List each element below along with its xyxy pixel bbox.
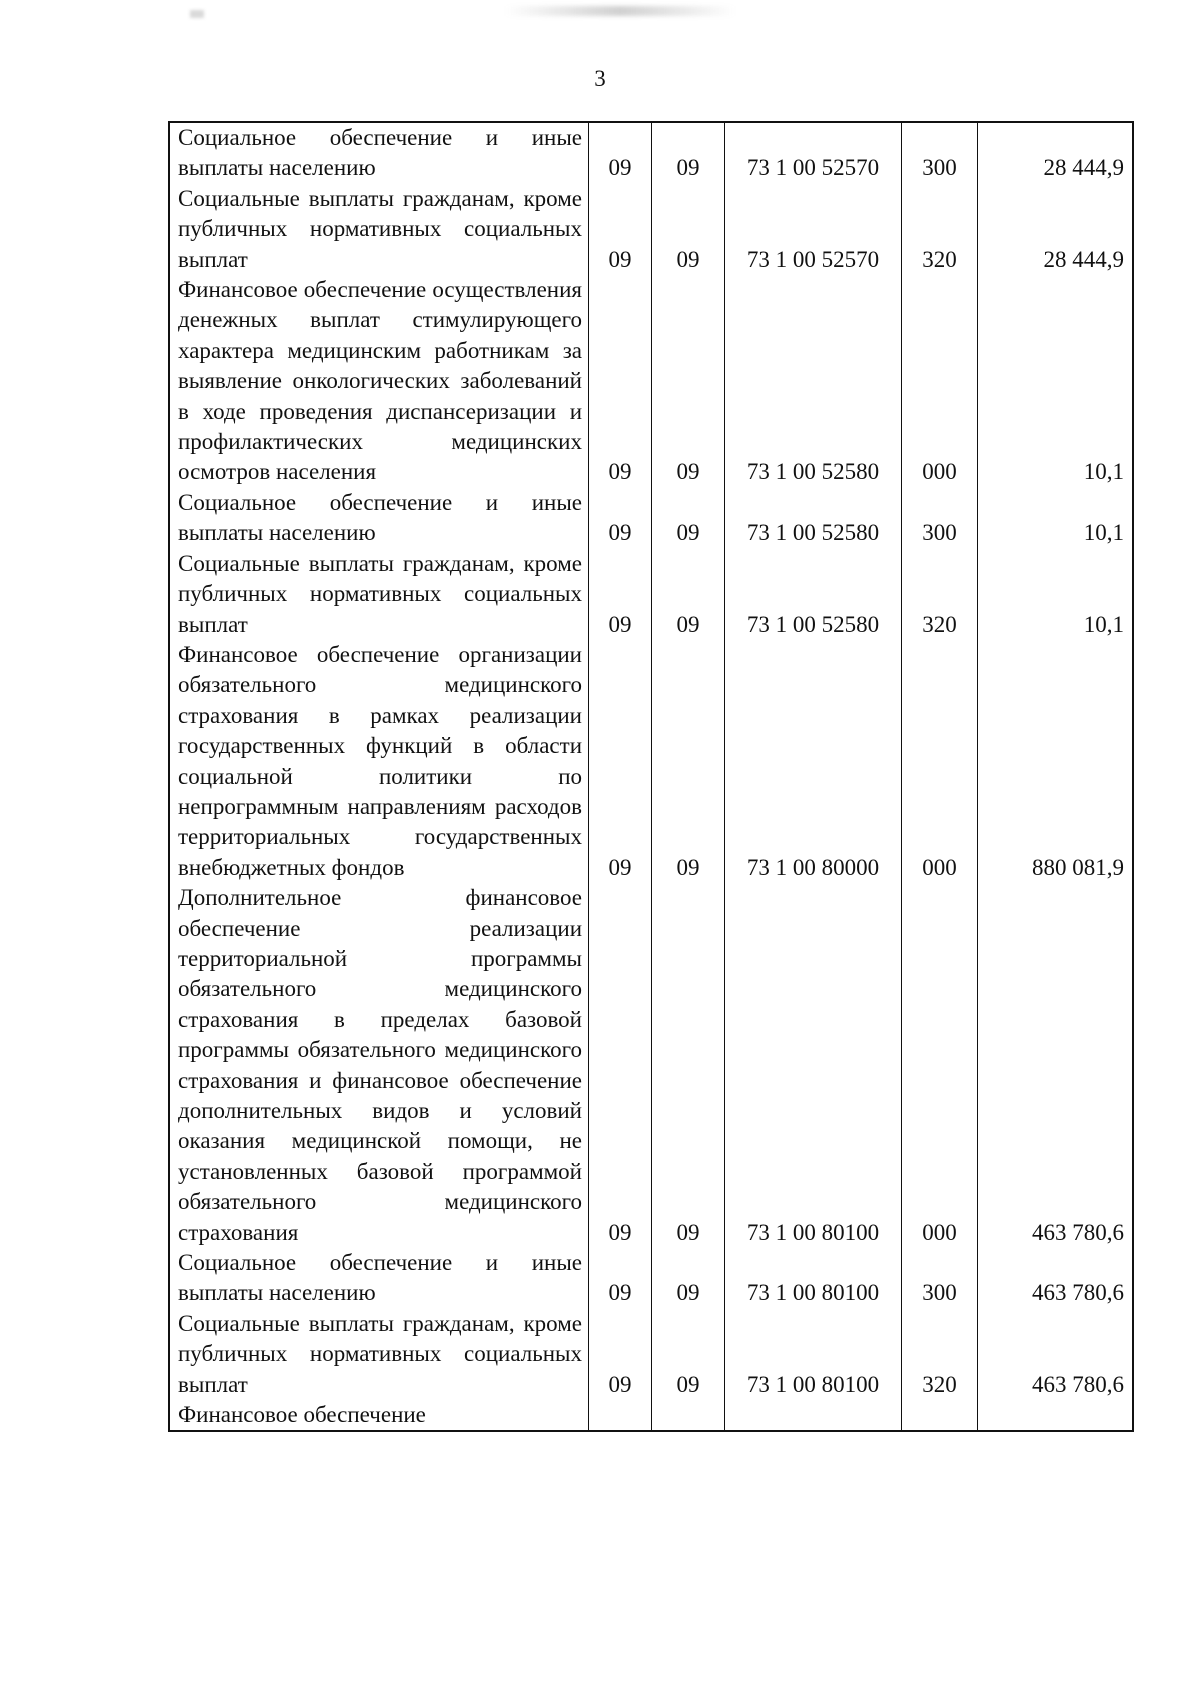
- row-section: 09: [589, 1248, 652, 1309]
- row-subsection: 09: [652, 883, 725, 1248]
- row-target-article: 73 1 00 80100: [725, 883, 902, 1248]
- row-expense-type: 320: [902, 184, 978, 275]
- row-subsection: 09: [652, 1248, 725, 1309]
- row-subsection: 09: [652, 640, 725, 883]
- row-target-article: 73 1 00 52570: [725, 184, 902, 275]
- row-expense-type: 300: [902, 1248, 978, 1309]
- row-amount: 463 780,6: [978, 883, 1134, 1248]
- row-name: Финансовое обеспечение: [169, 1400, 589, 1431]
- row-target-article: 73 1 00 52580: [725, 549, 902, 640]
- table-row: [169, 549, 1133, 640]
- row-name: Социальное обеспечение и иные выплаты населению: [169, 122, 589, 184]
- row-target-article: [725, 1400, 902, 1431]
- row-amount: [978, 1400, 1134, 1431]
- page-number: 3: [594, 66, 606, 91]
- table-row: [169, 1309, 1133, 1400]
- row-name: Социальные выплаты гражданам, кроме публичных нормативных социальных выплат: [169, 549, 589, 640]
- table-row: [169, 640, 1133, 883]
- row-section: 09: [589, 549, 652, 640]
- row-name: Дополнительное финансовое обеспечение реализации территориальной программы обязательного медицинского страхования в пределах базовой программы обязательного медицинского страхования и финансовое обеспечение дополнительных видов и условий оказания медицинской помощи, не установленных базовой программой обязательного медицинского страхования: [169, 883, 589, 1248]
- row-expense-type: 320: [902, 549, 978, 640]
- row-target-article: 73 1 00 80100: [725, 1248, 902, 1309]
- row-target-article: 73 1 00 80000: [725, 640, 902, 883]
- row-amount: 28 444,9: [978, 122, 1134, 184]
- row-section: 09: [589, 275, 652, 488]
- row-section: 09: [589, 488, 652, 549]
- row-target-article: 73 1 00 52580: [725, 275, 902, 488]
- budget-table: [168, 121, 1134, 1432]
- row-amount: 28 444,9: [978, 184, 1134, 275]
- row-expense-type: 300: [902, 488, 978, 549]
- row-expense-type: [902, 1400, 978, 1431]
- row-expense-type: 320: [902, 1309, 978, 1400]
- table-row: [169, 275, 1133, 488]
- row-expense-type: 000: [902, 275, 978, 488]
- table-row: [169, 1248, 1133, 1309]
- row-amount: 463 780,6: [978, 1309, 1134, 1400]
- table-row: [169, 122, 1133, 184]
- row-target-article: 73 1 00 52580: [725, 488, 902, 549]
- table-row: [169, 883, 1133, 1248]
- scan-artifact: [190, 10, 204, 18]
- row-amount: 463 780,6: [978, 1248, 1134, 1309]
- row-name: Финансовое обеспечение организации обязательного медицинского страхования в рамках реализации государственных функций в области социальной политики по непрограммным направлениям расходов территориальных государственных внебюджетных фондов: [169, 640, 589, 883]
- row-name: Социальное обеспечение и иные выплаты населению: [169, 1248, 589, 1309]
- row-name: Социальное обеспечение и иные выплаты населению: [169, 488, 589, 549]
- row-subsection: 09: [652, 549, 725, 640]
- row-section: 09: [589, 883, 652, 1248]
- row-section: [589, 1400, 652, 1431]
- row-target-article: 73 1 00 80100: [725, 1309, 902, 1400]
- scan-artifact: [505, 6, 735, 16]
- row-expense-type: 000: [902, 640, 978, 883]
- row-section: 09: [589, 122, 652, 184]
- row-section: 09: [589, 640, 652, 883]
- row-subsection: 09: [652, 488, 725, 549]
- row-amount: 10,1: [978, 488, 1134, 549]
- row-target-article: 73 1 00 52570: [725, 122, 902, 184]
- row-subsection: 09: [652, 275, 725, 488]
- row-section: 09: [589, 184, 652, 275]
- row-subsection: [652, 1400, 725, 1431]
- table-row: [169, 184, 1133, 275]
- row-amount: 880 081,9: [978, 640, 1134, 883]
- row-subsection: 09: [652, 1309, 725, 1400]
- table-row: [169, 1400, 1133, 1431]
- row-name: Социальные выплаты гражданам, кроме публичных нормативных социальных выплат: [169, 184, 589, 275]
- table-row: [169, 488, 1133, 549]
- row-subsection: 09: [652, 122, 725, 184]
- row-name: Социальные выплаты гражданам, кроме публичных нормативных социальных выплат: [169, 1309, 589, 1400]
- row-amount: 10,1: [978, 275, 1134, 488]
- row-section: 09: [589, 1309, 652, 1400]
- row-name: Финансовое обеспечение осуществления денежных выплат стимулирующего характера медицинским работникам за выявление онкологических заболеваний в ходе проведения диспансеризации и профилактических медицинских осмотров населения: [169, 275, 589, 488]
- row-subsection: 09: [652, 184, 725, 275]
- row-expense-type: 300: [902, 122, 978, 184]
- row-amount: 10,1: [978, 549, 1134, 640]
- row-expense-type: 000: [902, 883, 978, 1248]
